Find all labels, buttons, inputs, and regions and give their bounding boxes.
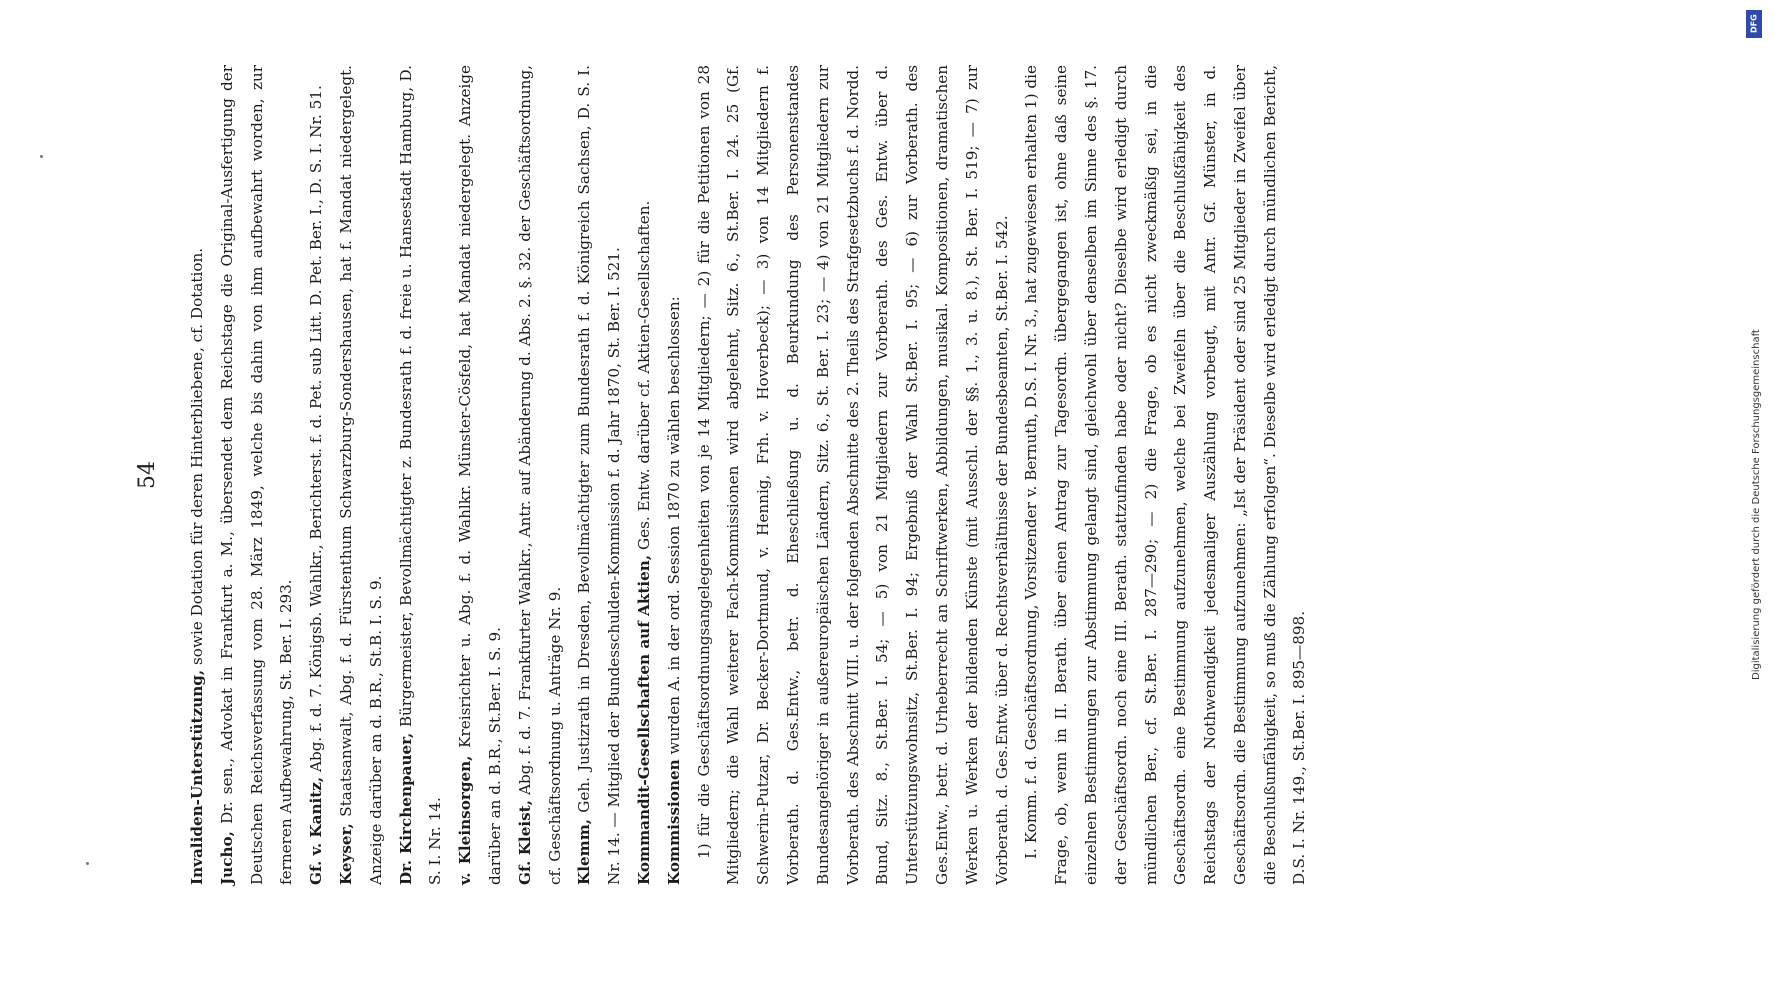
entry-head: Keyser, [336,823,355,885]
kommission-detail: I. Komm. f. d. Geschäftsordnung, Vorsitzender v. Bernuth, D.S. I. Nr. 3., hat zugewiesen erhalten 1) die Frage, ob, wenn in II. Berath. über einen Antrag zur Tagesordn. übergegangen ist, ohne daß seine einzelnen Bestimmungen zur Abstimmung gelangt sind, gleichwohl über denselben im Sinne des §. 17. der Geschäftsordn. noch eine III. Berath. stattzufinden habe oder nicht? Dieselbe wird erledigt durch mündlichen Ber., cf. St.Ber. I. 287—290; — 2) die Frage, ob es nicht zweckmäßig sei, in die Geschäftsordn. eine Bestimmung aufzunehmen, welche bei Zweifeln über die Beschlußfähigkeit des Reichstags der Nothwendigkeit jedesmaliger Auszählung vorbeugt, mit Antr. Gf. Münster, in d. Geschäftsordn. die Bestimmung aufzunehmen: „Ist der Präsident oder sind 25 Mitglieder in Zweifel über die Beschlußunfähigkeit, so muß die Zählung erfolgen“. Dieselbe wird erledigt durch mündlichen Bericht, D.S. I. Nr. 149., St.Ber. I. 895—898. [1022,65,1309,885]
entry-kommandit [630,65,660,885]
entry-head: Invaliden-Unterstützung, [188,669,206,885]
entry-kommissionen [660,65,690,885]
entry-head: v. Kleinsorgen, [456,755,475,885]
entry-head: Dr. Kirchenpauer, [396,732,415,885]
entry-head: Gf. v. Kanitz, [307,776,326,885]
entry-head: Kommissionen [664,759,683,885]
text-column [183,65,1315,885]
page-number: 54 [135,461,160,489]
entry-kirchenpauer [392,65,452,885]
entry-invaliden [183,65,213,885]
dfg-notice [1744,10,1766,690]
entry-text: Geh. Justizrath in Dresden, Bevollmächtigter zum Bundesrath f. d. Königreich Sachsen, D. S. I. Nr. 14. — Mitglied der Bundesschulden-Kommission f. d. Jahr 1870, St. Ber. I. 521. [575,65,624,885]
entry-kleist [511,65,571,885]
entry-jucho [213,65,302,885]
entry-head: Kommandit-Gesellschaften auf Aktien, [634,554,653,885]
entry-klemm [570,65,630,885]
entry-text: Staatsanwalt, Abg. f. d. Fürstenthum Schwarzburg-Sondershausen, hat f. Mandat niedergelegt. Anzeige darüber an d. B.R., St.B. I. S. 9. [336,65,385,885]
entry-head: Klemm, [575,818,594,885]
entry-text: wurden A. in der ord. Session 1870 zu wählen beschlossen: [664,296,683,760]
entry-text: Abg. f. d. 7. Frankfurter Wahlkr., Antr. auf Abänderung d. Abs. 2. §. 32. der Geschäftsordnung, cf. Geschäftsordnung u. Anträge Nr. 9. [515,65,564,885]
entry-text: Kreisrichter u. Abg. f. d. Wahlkr. Münster-Cösfeld, hat Mandat niedergelegt. Anzeige darüber an d. B.R., St.Ber. I. S. 9. [456,64,504,885]
dfg-notice-text: Digitalisierung gefördert durch die Deutsche Forschungsgemeinschaft [1751,329,1762,680]
entry-head: Jucho, [217,831,236,885]
dfg-logo: DFG [1746,10,1762,38]
entry-kleinsorgen [451,65,511,885]
entry-text: Bürgermeister, Bevollmächtigter z. Bundesrath f. d. freie u. Hansestadt Hamburg, D. S. I. Nr. 14. [396,64,445,885]
entry-text: sowie Dotation für deren Hinterbliebene, cf. Dotation. [188,247,206,670]
kommission-list: 1) für die Geschäftsordnungsangelegenheiten von je 14 Mitgliedern; — 2) für die Petitionen von 28 Mitgliedern; die Wahl weiterer Fach-Kommissionen wird abgelehnt, Sitz. 6., St.Ber. I. 24. 25 (Gf. Schwerin-Putzar, Dr. Becker-Dortmund, v. Hennig, Frh. v. Hoverbeck); — 3) von 14 Mitgliedern f. Vorberath. d. Ges.Entw., betr. d. Eheschließung u. d. Beurkundung des Personenstandes Bundesangehöriger in außereuropäischen Ländern, Sitz. 6., St. Ber. I. 23; — 4) von 21 Mitgliedern zur Vorberath. des Abschnitt VIII. u. der folgenden Abschnitte des 2. Theils des Strafgesetzbuchs f. d. Nordd. Bund, Sitz. 8., St.Ber. I. 54; — 5) von 21 Mitgliedern zur Vorberath. des Ges. Entw. über d. Unterstützungswohnsitz, St.Ber. I. 94; Ergebniß der Wahl St.Ber. I. 95; — 6) zur Vorberath. des Ges.Entw., betr. d. Urheberrecht an Schriftwerken, Abbildungen, musikal. Kompositionen, dramatischen Werken u. Werken der bildenden Künste (mit Ausschl. der §§. 1., 3. u. 8.), St. Ber. I. 519; — 7) zur Vorberath. d. Ges.Entw. über d. Rechtsverhältnisse der Bundesbeamten, St.Ber. I. 542. [694,65,1011,885]
entry-kanitz [302,65,332,885]
scan-speck [40,155,43,158]
rotated-text-block [55,45,1755,905]
entry-text: Dr. sen., Advokat in Frankfurt a. M., übersendet dem Reichstage die Original-Ausfertigung der Deutschen Reichsverfassung vom 28. März 1849, welche bis dahin von ihm aufbewahrt worden, zur ferneren Aufbewahrung, St. Ber. I. 293. [217,65,296,885]
scan-speck [86,862,89,865]
entry-text: Abg. f. d. 7. Königsb. Wahlkr., Berichterst. f. d. Pet. sub Litt. D. Pet. Ber. I., D. S. I. Nr. 51. [307,85,326,777]
entry-keyser [332,65,392,885]
entry-head: Gf. Kleist, [515,800,534,885]
entry-text: Ges. Entw. darüber cf. Aktien-Gesellschaften. [634,200,653,555]
